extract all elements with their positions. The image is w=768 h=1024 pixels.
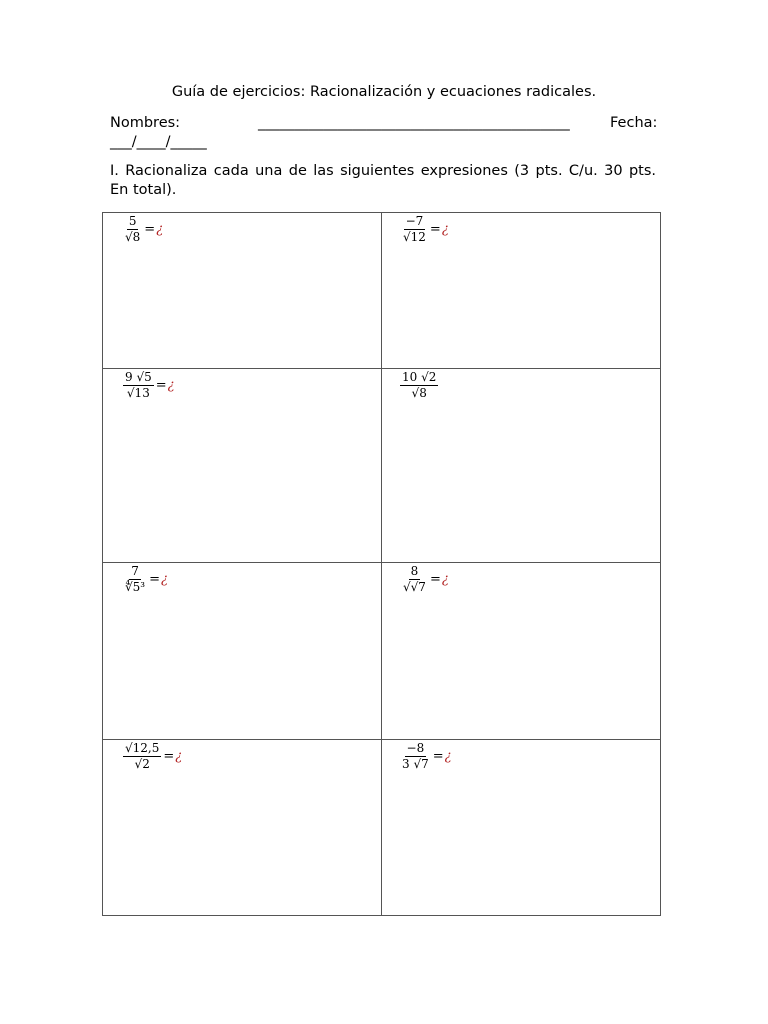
denominator: ∜5³	[125, 580, 146, 594]
name-line	[110, 115, 658, 131]
result-glyph: ¿	[175, 749, 183, 764]
equals-sign: =	[429, 222, 441, 237]
denominator: √√7	[403, 580, 426, 594]
exercise-cell[interactable]	[103, 369, 382, 563]
equals-sign: =	[432, 749, 444, 764]
exercise-expression	[123, 565, 168, 594]
result-glyph: ¿	[441, 222, 449, 237]
exercise-expression	[400, 742, 452, 771]
fecha-label: Fecha:	[610, 115, 658, 131]
numerator: 5	[128, 214, 137, 228]
page-title: Guía de ejercicios: Racionalización y ecuaciones radicales.	[171, 84, 597, 100]
denominator: 3 √7	[402, 757, 429, 771]
exercise-cell[interactable]	[382, 369, 661, 563]
result-glyph: ¿	[156, 222, 164, 237]
exercise-cell[interactable]	[382, 740, 661, 916]
exercise-expression	[401, 565, 449, 594]
denominator: √13	[126, 386, 150, 400]
denominator: √12	[403, 230, 426, 244]
result-glyph: ¿	[167, 378, 175, 393]
exercise-cell[interactable]	[103, 213, 382, 369]
result-glyph: ¿	[161, 572, 168, 587]
numerator: −8	[406, 741, 425, 755]
numerator: 7	[131, 564, 139, 578]
exercise-expression	[401, 215, 449, 244]
instruction: I. Racionaliza cada una de las siguientes expresiones (3 pts. C/u. 30 pts. En total).	[110, 163, 656, 198]
exercise-cell[interactable]	[103, 563, 382, 740]
numerator: √12,5	[125, 741, 160, 755]
exercise-expression	[123, 371, 175, 400]
equals-sign: =	[163, 749, 175, 764]
exercise-grid	[102, 212, 661, 916]
nombres-blank[interactable]: ___________________________________________	[258, 115, 570, 131]
equals-sign: =	[155, 378, 167, 393]
exercise-expression	[123, 215, 163, 244]
numerator: 9 √5	[125, 370, 152, 384]
denominator: √8	[411, 386, 427, 400]
numerator: 8	[410, 564, 419, 578]
result-glyph: ¿	[444, 749, 452, 764]
exercise-cell[interactable]	[382, 213, 661, 369]
exercise-cell[interactable]	[103, 740, 382, 916]
date-blank[interactable]: ___/____/_____	[110, 134, 207, 150]
numerator: −7	[405, 214, 424, 228]
result-glyph: ¿	[441, 572, 449, 587]
exercise-cell[interactable]	[382, 563, 661, 740]
equals-sign: =	[144, 222, 156, 237]
exercise-expression	[123, 742, 182, 771]
equals-sign: =	[149, 572, 160, 587]
numerator: 10 √2	[402, 370, 437, 384]
denominator: √2	[134, 757, 150, 771]
nombres-label: Nombres:	[110, 115, 181, 131]
denominator: √8	[125, 230, 141, 244]
exercise-expression	[400, 371, 441, 400]
equals-sign: =	[429, 572, 441, 587]
